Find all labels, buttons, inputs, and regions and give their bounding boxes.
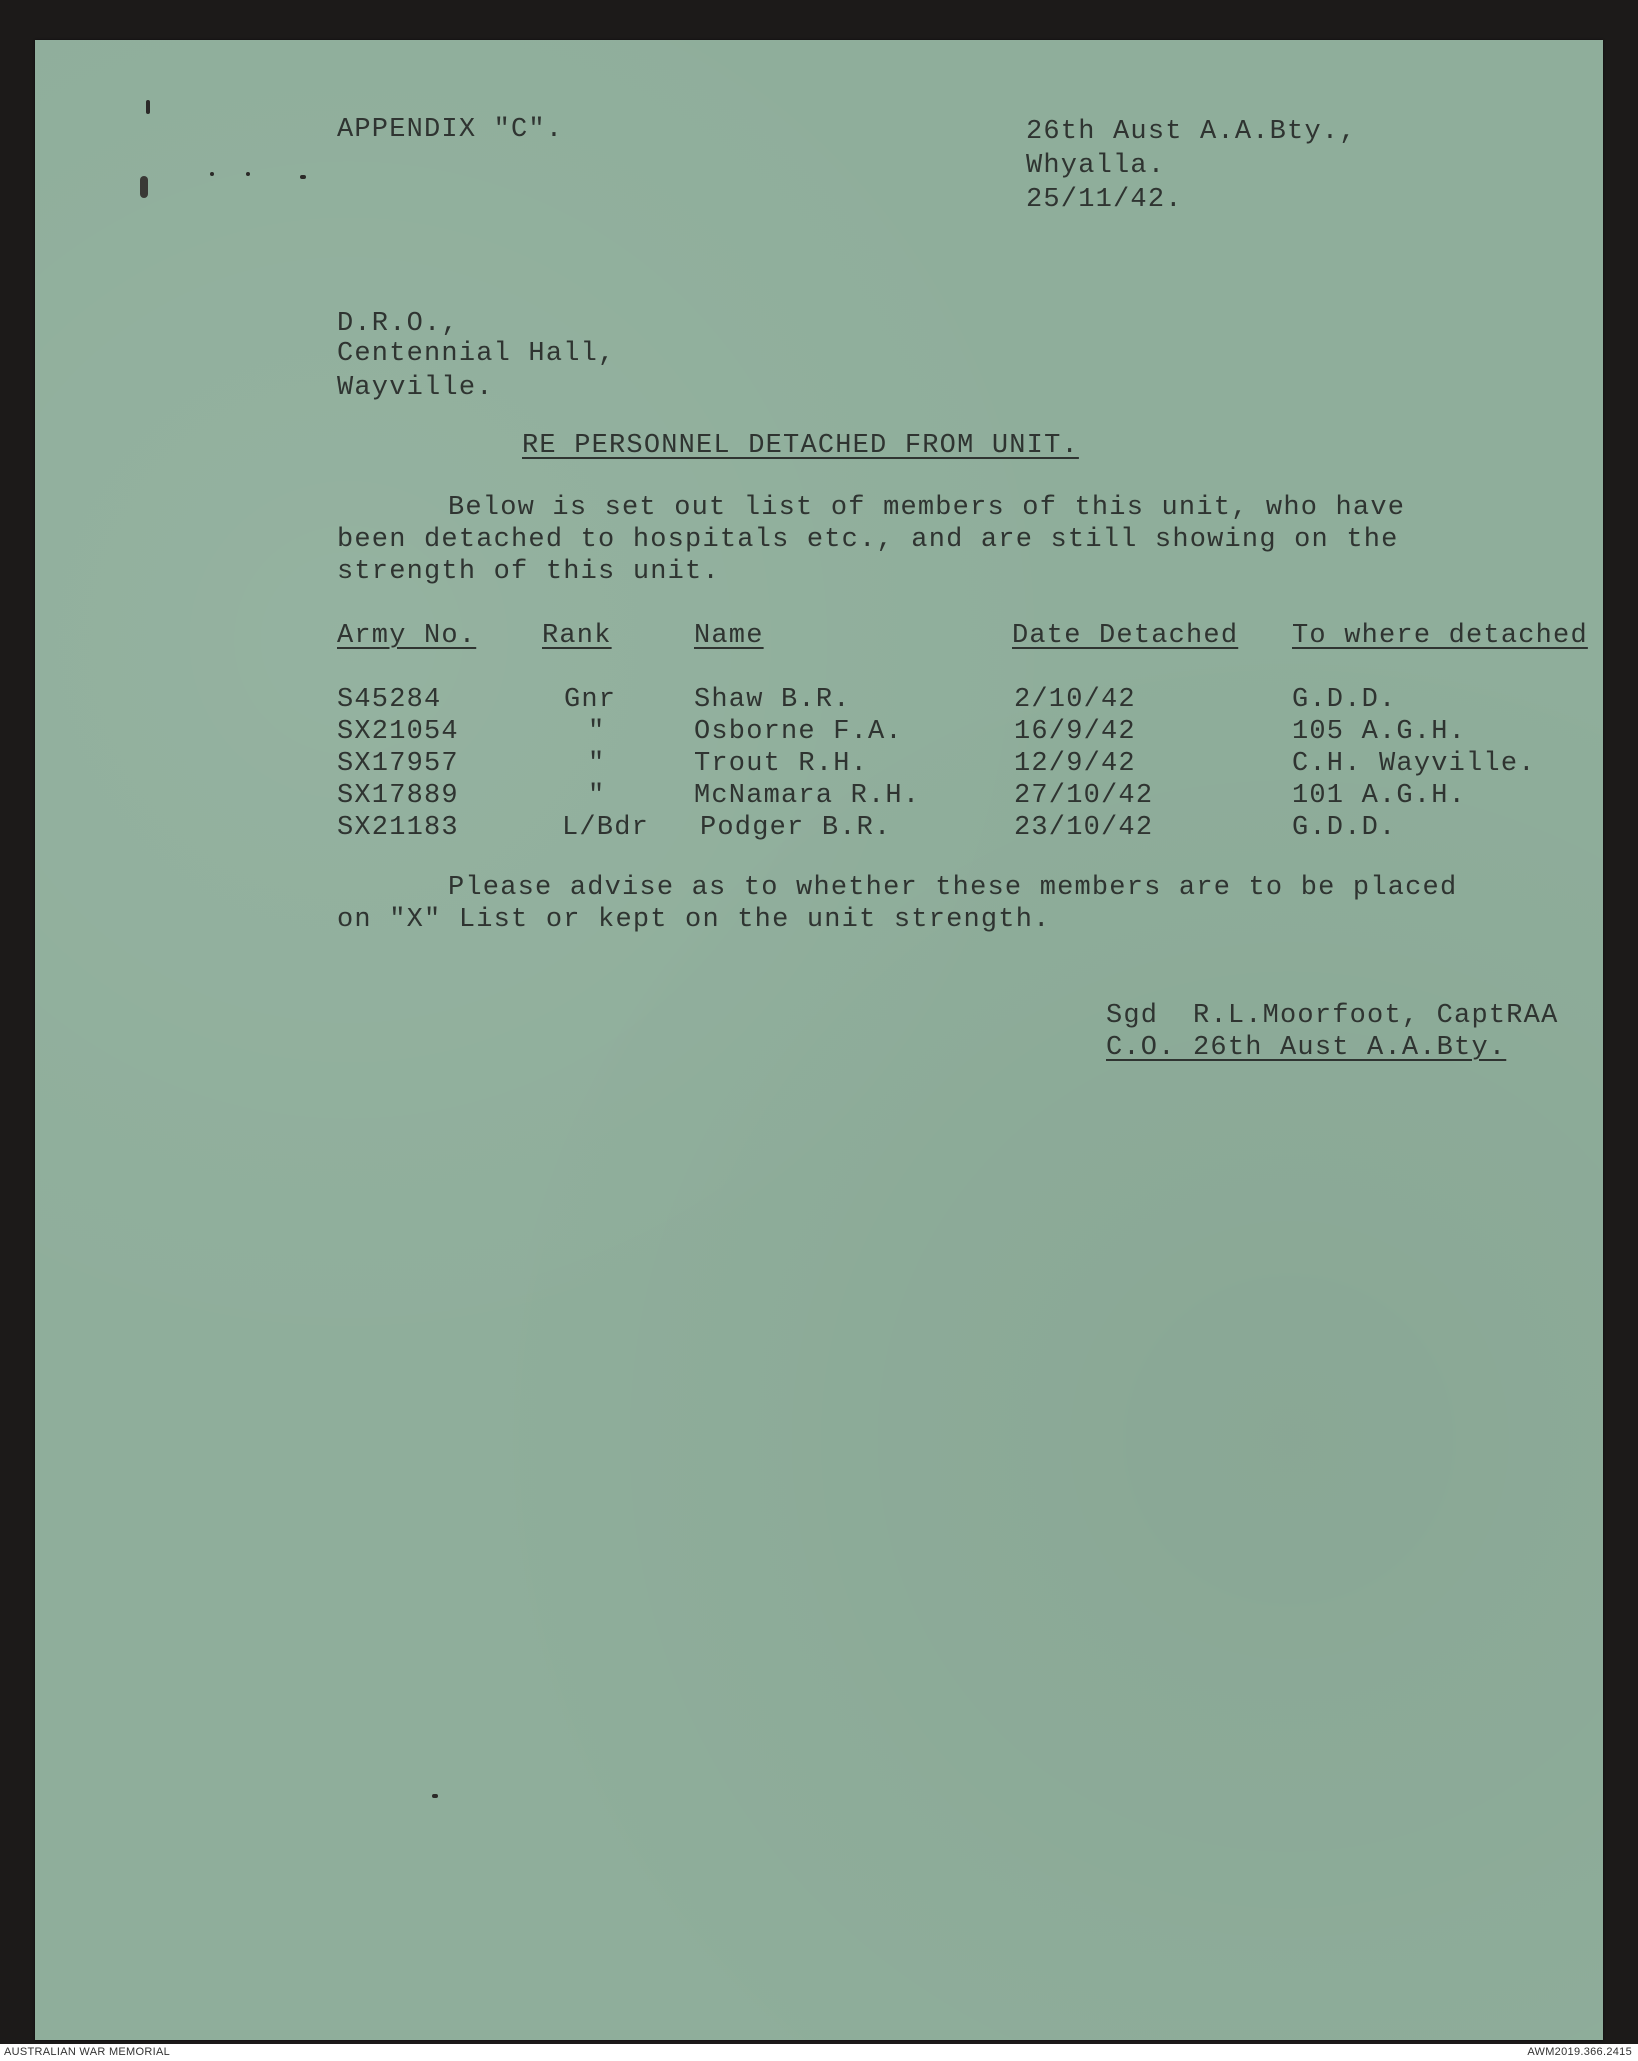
addressee-line: Centennial Hall,	[337, 339, 616, 369]
cell-name: Trout R.H.	[694, 749, 869, 779]
column-header-name: Name	[694, 621, 764, 651]
intro-line: been detached to hospitals etc., and are still showing on the	[337, 525, 1399, 555]
sender-unit: 26th Aust A.A.Bty.,	[1026, 117, 1357, 147]
intro-line: Below is set out list of members of this unit, who have	[448, 493, 1406, 523]
addressee-line: D.R.O.,	[337, 309, 459, 339]
archive-reference: AWM2019.366.2415	[1527, 2046, 1632, 2058]
cell-where: 105 A.G.H.	[1292, 717, 1467, 747]
cell-name: Osborne F.A.	[694, 717, 903, 747]
signature-title: C.O. 26th Aust A.A.Bty.	[1106, 1033, 1507, 1063]
cell-date: 12/9/42	[1014, 749, 1136, 779]
punch-mark	[432, 1794, 438, 1798]
addressee-line: Wayville.	[337, 373, 494, 403]
punch-mark	[140, 176, 148, 198]
cell-date: 23/10/42	[1014, 813, 1154, 843]
cell-rank: "	[588, 717, 606, 747]
cell-rank: "	[588, 781, 606, 811]
punch-mark	[300, 175, 306, 179]
archive-footer	[0, 2044, 1638, 2061]
column-header-where: To where detached	[1292, 621, 1588, 651]
cell-where: 101 A.G.H.	[1292, 781, 1467, 811]
cell-rank: Gnr	[564, 685, 617, 715]
cell-date: 2/10/42	[1014, 685, 1136, 715]
cell-name: Shaw B.R.	[694, 685, 851, 715]
closing-line: on "X" List or kept on the unit strength.	[337, 905, 1051, 935]
cell-army-no: SX21183	[337, 813, 459, 843]
cell-where: G.D.D.	[1292, 685, 1397, 715]
cell-date: 27/10/42	[1014, 781, 1154, 811]
cell-where: C.H. Wayville.	[1292, 749, 1536, 779]
cell-rank: "	[588, 749, 606, 779]
column-header-rank: Rank	[542, 621, 612, 651]
column-header-army-no: Army No.	[337, 621, 477, 651]
cell-date: 16/9/42	[1014, 717, 1136, 747]
cell-where: G.D.D.	[1292, 813, 1397, 843]
cell-name: Podger B.R.	[700, 813, 892, 843]
subject-heading: RE PERSONNEL DETACHED FROM UNIT.	[522, 431, 1079, 461]
intro-line: strength of this unit.	[337, 557, 720, 587]
column-header-date: Date Detached	[1012, 621, 1239, 651]
cell-army-no: SX21054	[337, 717, 459, 747]
cell-name: McNamara R.H.	[694, 781, 921, 811]
sender-date: 25/11/42.	[1026, 185, 1183, 215]
sender-place: Whyalla.	[1026, 151, 1166, 181]
appendix-label: APPENDIX "C".	[337, 115, 564, 145]
cell-army-no: SX17889	[337, 781, 459, 811]
cell-rank: L/Bdr	[562, 813, 650, 843]
punch-mark	[146, 100, 150, 114]
cell-army-no: S45284	[337, 685, 442, 715]
cell-army-no: SX17957	[337, 749, 459, 779]
archive-credit: AUSTRALIAN WAR MEMORIAL	[4, 2046, 171, 2058]
signature-line: Sgd R.L.Moorfoot, CaptRAA	[1106, 1001, 1559, 1031]
closing-line: Please advise as to whether these members are to be placed	[448, 873, 1458, 903]
punch-mark	[210, 172, 214, 176]
punch-mark	[246, 172, 250, 176]
